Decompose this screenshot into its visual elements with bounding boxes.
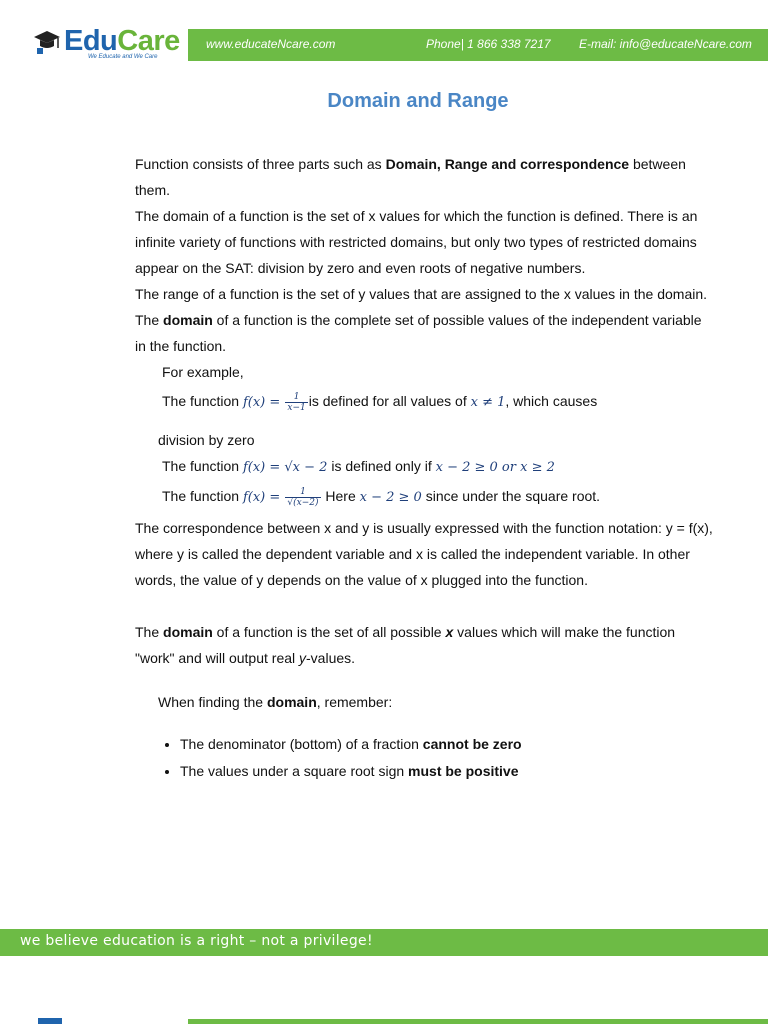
logo-tagline: We Educate and We Care bbox=[88, 54, 158, 60]
list-item: • The denominator (bottom) of a fraction cannot be zero bbox=[180, 731, 715, 758]
paragraph-domain-definition: The domain of a function is the set of x values for which the function is defined. There is an infinite variety of functions with restricted domains, but only two types of restricted domains appear on the SAT: division by zero and even roots of negative numbers. bbox=[135, 208, 698, 276]
footer-slogan: we believe education is a right – not a privilege! bbox=[20, 933, 373, 949]
fraction-1: $\frac{1}{x-1}$ bbox=[287, 391, 306, 413]
header-contact-bar bbox=[188, 29, 768, 61]
website-link[interactable]: www.educateNcare.com bbox=[206, 37, 336, 51]
logo-care: Care bbox=[117, 25, 180, 57]
example-1: The function f(x) = $\frac{1}{x-1}$ is defined for all values of x ≠ 1, which causes bbox=[162, 391, 598, 413]
example-1-continuation: division by zero bbox=[158, 432, 255, 448]
example-3: The function f(x) = $\frac{1}{√(x-2)}$ Here x − 2 ≥ 0 since under the square root. bbox=[162, 486, 601, 508]
logo-edu: Edu bbox=[64, 25, 118, 57]
domain-rules-list bbox=[135, 731, 715, 785]
next-page-logo-fragment bbox=[38, 1018, 62, 1024]
email-link[interactable]: E-mail: info@educateNcare.com bbox=[579, 37, 752, 51]
fraction-3: $\frac{1}{√(x-2)}$ bbox=[287, 486, 319, 508]
graduation-cap-icon bbox=[32, 28, 62, 56]
paragraph-domain-possible-values: The domain of a function is the set of all possible x values which will make the function "work" and will output real y-values. bbox=[135, 624, 676, 666]
phone-number: Phone| 1 866 338 7217 bbox=[426, 37, 551, 51]
page-header bbox=[0, 0, 768, 90]
page-title: Domain and Range bbox=[327, 90, 509, 112]
paragraph-correspondence: The correspondence between x and y is usually expressed with the function notation: y = f(x), where y is called the dependent variable and x is called the independent variable. In other words, the value of y depends on the value of x plugged into the function. bbox=[135, 520, 713, 588]
example-2: The function f(x) = √x − 2 is defined only if x − 2 ≥ 0 or x ≥ 2 bbox=[162, 458, 555, 475]
educare-logo bbox=[30, 24, 180, 64]
logo-wordmark bbox=[64, 24, 180, 58]
paragraph-domain-complete-set: The domain of a function is the complete set of possible values of the independent variable in the function. bbox=[135, 312, 702, 354]
remember-heading: When finding the domain, remember: bbox=[158, 694, 393, 710]
next-page-header-bar bbox=[188, 1019, 768, 1024]
example-label: For example, bbox=[162, 364, 244, 380]
paragraph-intro: Function consists of three parts such as Domain, Range and correspondence between them. bbox=[135, 156, 686, 198]
footer-slogan-band bbox=[0, 929, 768, 956]
list-item: • The values under a square root sign must be positive bbox=[180, 758, 715, 785]
document-body bbox=[135, 151, 715, 785]
paragraph-range-definition: The range of a function is the set of y values that are assigned to the x values in the domain. bbox=[135, 286, 708, 302]
